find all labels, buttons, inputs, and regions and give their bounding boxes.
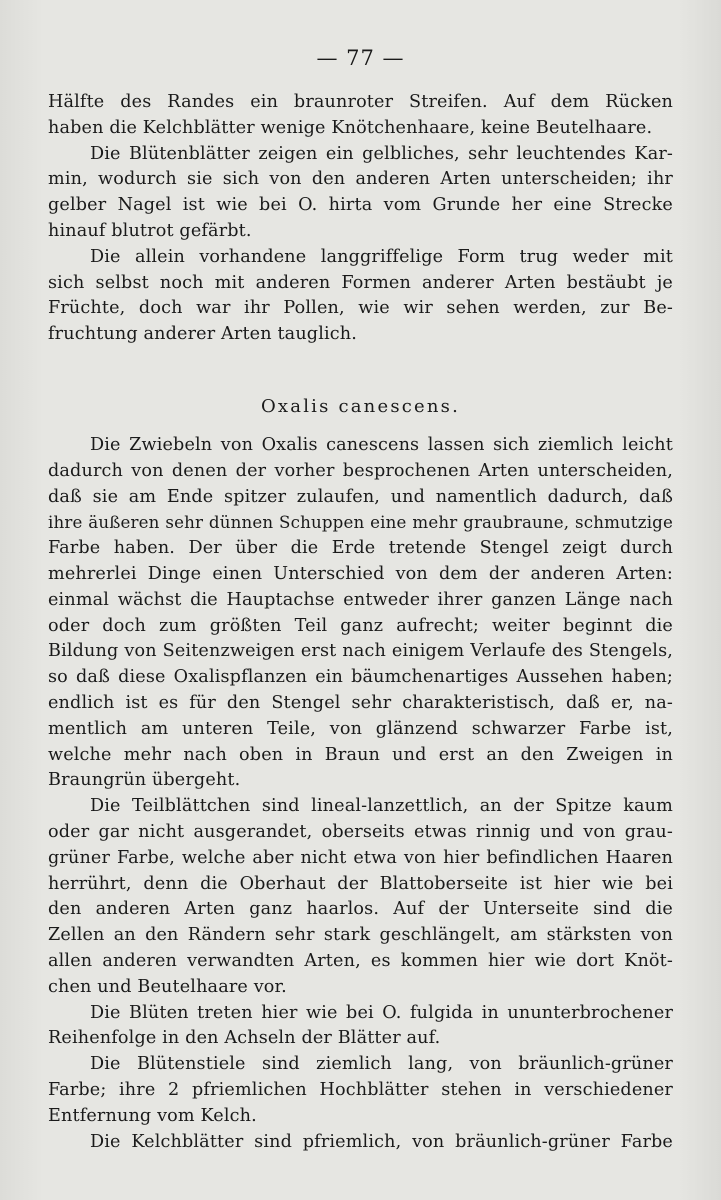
paragraph: [48, 433, 673, 794]
paragraph: [48, 1001, 673, 1053]
text-block-bottom: [48, 433, 673, 1155]
text-line: Braungrün übergeht.: [48, 770, 241, 791]
text-line: den anderen Arten ganz haarlos. Auf der Unterseite sind die: [48, 899, 673, 920]
text-line: Farbe haben. Der über die Erde tretende Stengel zeigt durch: [48, 538, 673, 559]
paragraph: [48, 142, 673, 245]
text-line: Farbe; ihre 2 pfriemlichen Hochblätter stehen in verschiedener: [48, 1079, 673, 1100]
text-line: Die Zwiebeln von Oxalis canescens lassen sich ziemlich leicht: [90, 435, 673, 455]
text-line: welche mehr nach oben in Braun und erst an den Zweigen in: [48, 744, 673, 765]
paragraph: [48, 1130, 673, 1156]
text-line: hinauf blutrot gefärbt.: [48, 220, 252, 241]
text-line: Die Blütenblätter zeigen ein gelbliches, sehr leuchtendes Kar-: [90, 143, 673, 164]
section-heading: Oxalis canescens.: [260, 396, 461, 417]
text-line: endlich ist es für den Stengel sehr charakteristisch, daß er, na-: [48, 692, 673, 713]
paragraph: [48, 794, 673, 1000]
page-number: — 77 —: [316, 46, 405, 70]
text-line: einmal wächst die Hauptachse entweder ihrer ganzen Länge nach: [48, 589, 673, 610]
text-line: mehrerlei Dinge einen Unterschied von dem der anderen Arten:: [48, 563, 673, 584]
text-line: Hälfte des Randes ein braunroter Streifen. Auf dem Rücken: [48, 92, 673, 112]
text-line: Zellen an den Rändern sehr stark geschlängelt, am stärksten von: [48, 925, 673, 946]
text-line: Die allein vorhandene langgriffelige Form trug weder mit: [90, 246, 673, 267]
text-line: herrührt, denn die Oberhaut der Blattoberseite ist hier wie bei: [48, 873, 673, 894]
text-line: grüner Farbe, welche aber nicht etwa von hier befindlichen Haaren: [48, 847, 673, 868]
text-line: Entfernung vom Kelch.: [48, 1105, 257, 1126]
text-line: so daß diese Oxalispflanzen ein bäumchenartiges Aussehen haben;: [48, 667, 673, 688]
text-line: daß sie am Ende spitzer zulaufen, und namentlich dadurch, daß: [48, 486, 673, 507]
text-line: chen und Beutelhaare vor.: [48, 976, 287, 997]
text-line: Reihenfolge in den Achseln der Blätter auf.: [48, 1028, 441, 1049]
text-line: Die Blüten treten hier wie bei O. fulgida in ununterbrochener: [90, 1002, 673, 1023]
text-line: oder doch zum größten Teil ganz aufrecht; weiter beginnt die: [48, 615, 673, 636]
text-line: gelber Nagel ist wie bei O. hirta vom Grunde her eine Strecke: [48, 195, 673, 216]
text-line: Die Kelchblätter sind pfriemlich, von bräunlich-grüner Farbe: [90, 1131, 673, 1152]
text-line: oder gar nicht ausgerandet, oberseits etwas rinnig und von grau-: [48, 821, 673, 842]
paragraph: [48, 1052, 673, 1129]
text-line: allen anderen verwandten Arten, es kommen hier wie dort Knöt-: [48, 950, 673, 971]
paragraph: [48, 245, 673, 348]
text-line: min, wodurch sie sich von den anderen Arten unterscheiden; ihr: [48, 169, 673, 190]
text-line: Die Teilblättchen sind lineal-lanzettlich, an der Spitze kaum: [90, 796, 673, 817]
text-line: Die Blütenstiele sind ziemlich lang, von bräunlich-grüner: [90, 1054, 673, 1075]
text-line: mentlich am unteren Teile, von glänzend schwarzer Farbe ist,: [48, 718, 673, 739]
paragraph: [48, 90, 673, 142]
text-line: Bildung von Seitenzweigen erst nach einigem Verlaufe des Stengels,: [48, 641, 673, 662]
text-line: fruchtung anderer Arten tauglich.: [48, 324, 358, 345]
text-block-top: [48, 90, 673, 348]
text-line: ihre äußeren sehr dünnen Schuppen eine mehr graubraune, schmutzige: [48, 513, 673, 533]
text-line: sich selbst noch mit anderen Formen anderer Arten bestäubt je: [48, 272, 673, 293]
text-line: haben die Kelchblätter wenige Knötchenhaare, keine Beutelhaare.: [48, 117, 653, 138]
text-line: Früchte, doch war ihr Pollen, wie wir sehen werden, zur Be-: [48, 298, 673, 319]
text-line: dadurch von denen der vorher besprochenen Arten unterscheiden,: [48, 460, 673, 481]
